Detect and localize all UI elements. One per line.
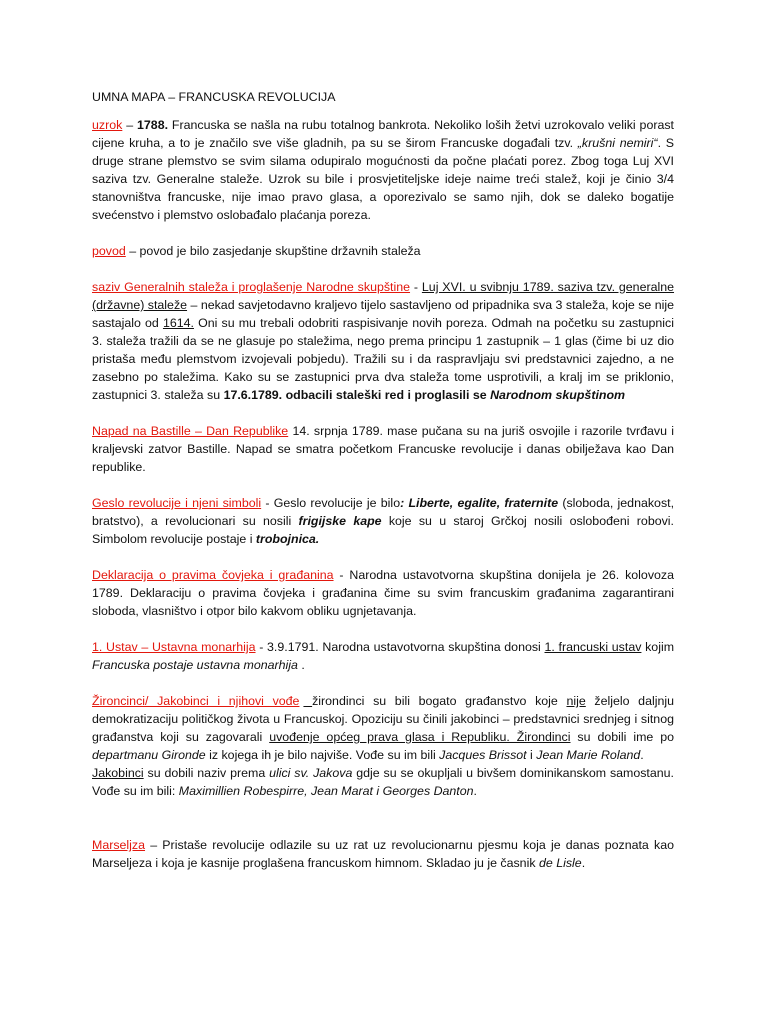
text: Francuska se našla na rubu totalnog bankrota. Nekoliko loših žetvi uzrokovalo veliki porast cijene kruha, a to je značilo sve više gladnih, pa su se širom Francuske događali tzv. <box>92 118 674 150</box>
frigijske-kape: frigijske kape <box>298 514 382 528</box>
text: . <box>297 658 305 672</box>
text: - 3.9.1791. Narodna ustavotvorna skupština donosi <box>255 640 545 654</box>
heading-uzrok: uzrok <box>92 118 123 132</box>
text: gdje su se okupljali u bivšem dominikanskom samostanu. Vođe su im bili: <box>92 766 674 798</box>
text: - Narodna ustavotvorna skupština donijela je 26. kolovoza 1789. Deklaraciju o pravima čovjeka i građanina čime su svim francuskim građanima zagarantirani sloboda, vlasništvo i otpor bilo kakvom obliku ugnjetavanja. <box>92 568 674 618</box>
italic-text: ulici sv. Jakova <box>269 766 353 780</box>
paragraph-uzrok <box>92 116 674 224</box>
italic-text: departmanu Gironde <box>92 748 206 762</box>
paragraph-napad <box>92 422 674 476</box>
paragraph-geslo <box>92 494 674 548</box>
italic-text: Jean Marie Roland <box>536 748 641 762</box>
heading-ustav: 1. Ustav – Ustavna monarhija <box>92 640 256 654</box>
heading-napad: Napad na Bastille – Dan Republike <box>92 424 289 438</box>
text: kojim <box>641 640 675 654</box>
text: su dobili naziv prema <box>143 766 270 780</box>
underlined-text: 1. francuski ustav <box>544 640 642 654</box>
text: . S druge strane plemstvo se svim silama odupiralo mogućnosti da počne plaćati porez. Zbog toga Luj XVI saziva tzv. Generalne staleže. Uzrok su bile i prosvjetiteljske ideje naime treći stalež, koji je činio 3/4 stanovništva francuske, nije imao pravo glasa, a oporezivalo se samo njih, dok se daleko bogatije svećenstvo i plemstvo oslobađalo plaćanja poreza. <box>92 136 674 222</box>
text: žirondinci su bili bogato građanstvo koje <box>312 694 567 708</box>
text: . <box>581 856 586 870</box>
heading-marseljza: Marseljza <box>92 838 146 852</box>
heading-geslo: Geslo revolucije i njeni simboli <box>92 496 262 510</box>
paragraph-marseljza <box>92 836 674 872</box>
underlined-text: Luj XVI. u svibnju 1789. saziva tzv. generalne (državne) staleže <box>92 280 675 312</box>
heading-povod: povod <box>92 244 126 258</box>
text: željelo daljnju demokratizaciju političkog života u Francuskoj. Opoziciju su činili jakobinci – predstavnici srednjeg i sitnog građanstva koji su zagovarali <box>92 694 674 744</box>
text: . <box>473 784 477 798</box>
document-page <box>92 88 674 890</box>
paragraph-deklaracija <box>92 566 674 620</box>
text: koje su u staroj Grčkoj nosili oslobođeni robovi. Simbolom revolucije postaje i <box>92 514 674 546</box>
heading-zirondinci: Žironcinci/ Jakobinci i njihovi vođe <box>92 694 300 708</box>
motto: : Liberte, egalite, fraternite <box>400 496 559 510</box>
paragraph-saziv <box>92 278 674 404</box>
year-1614: 1614. <box>162 316 194 330</box>
text: – Pristaše revolucije odlazile su uz rat uz revolucionarnu pjesmu koja je danas poznata kao Marseljeza i koja je kasnije proglašena francuskom himnom. Skladao ju je časnik <box>92 838 674 870</box>
text: - <box>410 280 422 294</box>
text: iz kojega ih je bilo najviše. Vođe su im bili <box>205 748 440 762</box>
text: – <box>122 118 138 132</box>
document-title: UMNA MAPA – FRANCUSKA REVOLUCIJA <box>92 90 336 104</box>
underlined-text: nije <box>566 694 586 708</box>
text: (sloboda, jednakost, bratstvo), a revolucionari su nosili <box>92 496 675 528</box>
trobojnica: trobojnica. <box>255 532 320 546</box>
underlined-gap <box>303 694 312 708</box>
heading-saziv: saziv Generalnih staleža i proglašenje Narodne skupštine <box>92 280 411 294</box>
underlined-text: uvođenje općeg prava glasa i Republiku. Žirondinci <box>269 730 571 744</box>
krusni-nemiri: „krušni nemiri“ <box>577 136 658 150</box>
text: Oni su mu trebali odobriti raspisivanje novih poreza. Odmah na početku su zastupnici 3. staleža tražili da se ne glasuje po staležima, nego prema principu 1 zastupnik – 1 glas (čime bi uz dio pristaša među plemstvom izvojevali pobjedu). Tražili su i da raspravljaju svi predstavnici zajedno, a ne zasebno po staležima. Kako su se zastupnici prva dva staleža tome usprotivili, a kralj im se priklonio, zastupnici 3. staleža su <box>92 316 674 402</box>
heading-deklaracija: Deklaracija o pravima čovjeka i građanina <box>92 568 334 582</box>
text: 14. srpnja 1789. mase pučana su na juriš osvojile i razorile tvrđavu i kraljevski zatvor Bastille. Napad se smatra početkom Francuske revolucije i danas obilježava kao Dan republike. <box>92 424 674 474</box>
text: - Geslo revolucije je bilo <box>261 496 401 510</box>
underlined-text: Jakobinci <box>92 766 144 780</box>
bold-text: 17.6.1789. odbacili staleški red i proglasili se <box>223 388 491 402</box>
text: su dobili ime po <box>570 730 675 744</box>
paragraph-ustav <box>92 638 674 674</box>
year-1788: 1788. <box>137 118 169 132</box>
narodna-skupstina: Narodnom skupštinom <box>490 388 626 402</box>
text: i <box>526 748 537 762</box>
italic-text: de Lisle <box>538 856 582 870</box>
text: – povod je bilo zasjedanje skupštine državnih staleža <box>125 244 421 258</box>
italic-text: Jacques Brissot <box>439 748 527 762</box>
text: . <box>640 748 644 762</box>
italic-text: Francuska postaje ustavna monarhija <box>92 658 298 672</box>
paragraph-zirondinci <box>92 692 674 764</box>
paragraph-povod <box>92 242 674 260</box>
text: – nekad savjetodavno kraljevo tijelo sastavljeno od pripadnika sva 3 staleža, koje se nije sastajalo od <box>92 298 675 330</box>
paragraph-jakobinci <box>92 764 674 800</box>
italic-text: Maximillien Robespirre, Jean Marat i Georges Danton <box>178 784 474 798</box>
